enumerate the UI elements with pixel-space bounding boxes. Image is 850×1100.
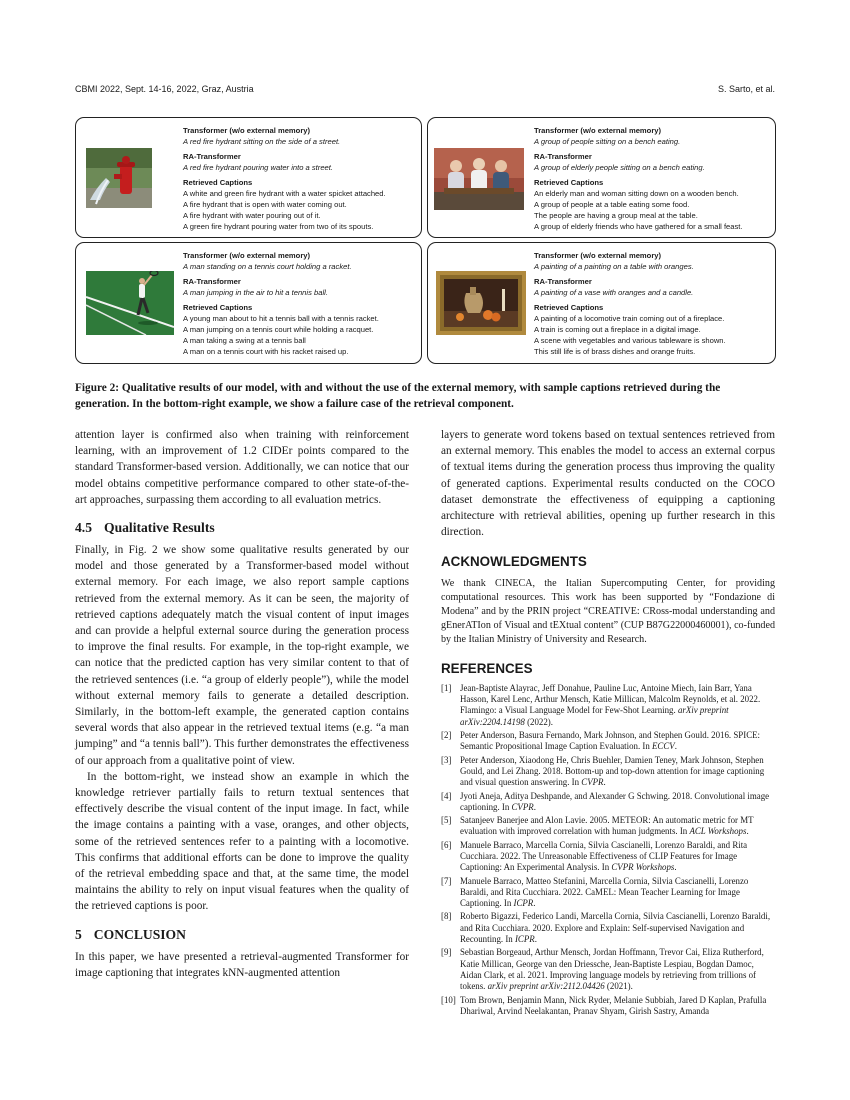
retrieved-caption: This still life is of brass dishes and orange fruits. [534, 347, 696, 356]
retrieved-caption: A white and green fire hydrant with a water spicket attached. [183, 189, 386, 198]
section-number: 5 [75, 926, 82, 942]
elderly-image [434, 148, 524, 210]
retrieved-caption: A man on a tennis court with his racket raised up. [183, 347, 349, 356]
transformer-caption: A man standing on a tennis court holding a racket. [183, 262, 352, 271]
ra-label: RA-Transformer [183, 277, 241, 286]
retrieved-caption: A train is coming out a fireplace in a digital image. [534, 325, 701, 334]
transformer-label: Transformer (w/o external memory) [183, 251, 311, 260]
transformer-caption: A red fire hydrant sitting on the side of a street. [183, 137, 341, 146]
reference-item: [6] Manuele Barraco, Marcella Cornia, Silvia Cascianelli, Lorenzo Baraldi, and Rita Cucchiara. 2022. The Unreasonable Effectiveness of CLIP Features for Image Captioning: An Experimental Analysis. In CVPR Workshops. [441, 839, 748, 873]
figure-caption: Figure 2: Qualitative results of our model, with and without the use of the external memory, with sample captions retrieved during the generation. In the bottom-right example, we show a failure case of the retrieval component. [75, 382, 721, 410]
figure-panel-painting [427, 242, 776, 364]
paragraph: Finally, in Fig. 2 we show some qualitative results generated by our model and those generated by a Transformer-based model without external memory. For each image, we also report sample captions retrieved from the external memory. As it can be seen, the majority of retrieved captions adequately match the visual content of input images and can provide a helpful external source during the generation process to improve the final results. For example, in the top-right example, we can notice that the predicted caption has very similar content to that of the retrieved sentences (i.e. “a group of elderly people”), while the model without external memory fails to generate a detailed description. Similarly, in the bottom-left example, the generated caption contains several words that also appear in the retrieved textual items (e.g. “a man jumping” and “a tennis ball”). This further demonstrates the effectiveness of our approach from a qualitative point of view. [75, 544, 409, 767]
transformer-label: Transformer (w/o external memory) [534, 251, 662, 260]
retrieved-caption: A man jumping on a tennis court while holding a racquet. [183, 325, 374, 334]
ra-label: RA-Transformer [534, 277, 592, 286]
ra-caption: A group of elderly people sitting on a bench eating. [534, 163, 705, 172]
section-title: Qualitative Results [104, 520, 215, 536]
retrieved-label: Retrieved Captions [183, 303, 253, 312]
transformer-caption: A painting of a painting on a table with oranges. [534, 262, 694, 271]
painting-captions [534, 250, 774, 357]
section-title: CONCLUSION [93, 926, 186, 942]
retrieved-caption: An elderly man and woman sitting down on a wooden bench. [534, 189, 739, 198]
header-authors: S. Sarto, et al. [717, 84, 775, 94]
painting-image [436, 271, 526, 335]
section-heading-conclusion [75, 927, 409, 943]
reference-item: [4] Jyoti Aneja, Aditya Deshpande, and Alexander G Schwing. 2018. Convolutional image captioning. In CVPR. [441, 790, 770, 812]
elderly-captions [534, 125, 774, 232]
transformer-caption: A group of people sitting on a bench eating. [534, 137, 681, 146]
reference-item: [9] Sebastian Borgeaud, Arthur Mensch, Jordan Hoffmann, Trevor Cai, Eliza Rutherford, Katie Millican, George van den Driessche, Jean-Baptiste Lespiau, Bogdan Damoc, Aidan Clark, et al. 2021. Improving language models by retrieving from trillions of tokens. arXiv preprint arXiv:2112.04426 (2021). [441, 947, 764, 992]
paragraph: In the bottom-right, we instead show an example in which the knowledge retriever partially fails to return textual sentences that effectively describe the visual content of the input image. In fact, while the image contains a painting with a vase, oranges, and other objects, some of the retrieved sentences refer to a painting with a locomotive. This confirms that additional efforts can be done to improve the quality of the retrieval embedding space and that, at the same time, the model maintains the ability to rely on input visual features when the quality of the retrieved captions is poor. [75, 770, 409, 913]
tennis-captions [183, 250, 419, 357]
reference-item: [8] Roberto Bigazzi, Federico Landi, Marcella Cornia, Silvia Cascianelli, Lorenzo Baraldi, and Rita Cucchiara. 2020. Explore and Explain: Self-supervised Navigation and Recounting. In ICPR. [441, 911, 771, 945]
figure-panel-hydrant [75, 117, 422, 238]
reference-item: [5] Satanjeev Banerjee and Alon Lavie. 2005. METEOR: An automatic metric for MT evaluation with improved correlation with human judgments. In ACL Workshops. [441, 815, 754, 837]
reference-item: [1] Jean-Baptiste Alayrac, Jeff Donahue, Pauline Luc, Antoine Miech, Iain Barr, Yana Hasson, Karel Lenc, Arthur Mensch, Katie Millican, Malcolm Reynolds, et al. 2022. Flamingo: a Visual Language Model for Few-Shot Learning. arXiv preprint arXiv:2204.14198 (2022). [441, 682, 761, 727]
right-column [441, 427, 775, 1019]
left-column [75, 427, 409, 981]
retrieved-caption: A fire hydrant that is open with water coming out. [183, 200, 347, 209]
ra-caption: A red fire hydrant pouring water into a street. [183, 163, 333, 172]
figure-panel-elderly [427, 117, 776, 238]
paragraph: layers to generate word tokens based on textual sentences retrieved from an external memory. This enables the model to access an external corpus of textual items during the generation process thus improving the quality of generated captions. Experimental results conducted on the COCO dataset demonstrate the effectiveness of equipping a captioning architecture with retrieval abilities, opening up further research in this direction. [441, 429, 775, 539]
retrieved-caption: A group of people at a table eating some food. [534, 200, 690, 209]
hydrant-captions [183, 125, 419, 232]
reference-list [441, 683, 775, 1017]
reference-item: [2] Peter Anderson, Basura Fernando, Mark Johnson, and Stephen Gould. 2016. SPICE: Semantic Propositional Image Caption Evaluation. In ECCV. [441, 730, 760, 752]
retrieved-caption: A scene with vegetables and various tableware is shown. [534, 336, 726, 345]
paragraph: attention layer is confirmed also when training with reinforcement learning, with an improvement of 1.2 CIDEr points compared to the standard Transformer-based version. Additionally, we can notice that our model obtains competitive performance compared to other state-of-the-art approaches, surpassing them according to all evaluation metrics. [75, 429, 409, 506]
paragraph: In this paper, we have presented a retrieval-augmented Transformer for image captioning that integrates kNN-augmented attention [75, 950, 409, 979]
retrieved-caption: A young man about to hit a tennis ball with a tennis racket. [183, 314, 379, 323]
retrieved-label: Retrieved Captions [534, 303, 604, 312]
retrieved-caption: A painting of a locomotive train coming out of a fireplace. [534, 314, 725, 323]
retrieved-caption: A fire hydrant with water pouring out of it. [183, 211, 321, 220]
section-number: 4.5 [75, 520, 92, 536]
retrieved-label: Retrieved Captions [534, 178, 604, 187]
figure-panel-tennis [75, 242, 422, 364]
ra-caption: A painting of a vase with oranges and a candle. [534, 288, 694, 297]
transformer-label: Transformer (w/o external memory) [183, 126, 311, 135]
retrieved-caption: A group of elderly friends who have gathered for a small feast. [534, 222, 743, 231]
reference-item: [3] Peter Anderson, Xiaodong He, Chris Buehler, Damien Teney, Mark Johnson, Stephen Gould, and Lei Zhang. 2018. Bottom-up and top-down attention for image captioning and visual question answering. In CVPR. [441, 754, 765, 788]
references-heading: REFERENCES [441, 660, 533, 676]
header-venue: CBMI 2022, Sept. 14-16, 2022, Graz, Austria [75, 84, 254, 94]
ra-caption: A man jumping in the air to hit a tennis ball. [183, 288, 328, 297]
running-header [75, 84, 775, 98]
retrieved-caption: A man taking a swing at a tennis ball [183, 336, 306, 345]
section-heading-qualitative [75, 520, 409, 536]
ra-label: RA-Transformer [183, 152, 241, 161]
retrieved-caption: The people are having a group meal at the table. [534, 211, 698, 220]
acknowledgments-text: We thank CINECA, the Italian Supercomputing Center, for providing computational resources. This work has been supported by “Fondazione di Modena” and by the PRIN project “CREATIVE: CRoss-modal understanding and gEnerATIon of Visual and tEXtual content” (CUP B87G22000460001), co-funded by the Italian Ministry of University and Research. [441, 577, 775, 645]
ra-label: RA-Transformer [534, 152, 592, 161]
retrieved-caption: A green fire hydrant pouring water from two of its spouts. [183, 222, 374, 231]
reference-item: [10] Tom Brown, Benjamin Mann, Nick Ryder, Melanie Subbiah, Jared D Kaplan, Prafulla Dhariwal, Arvind Neelakantan, Pranav Shyam, Girish Sastry, Amanda [441, 994, 767, 1016]
acknowledgments-heading: ACKNOWLEDGMENTS [441, 554, 587, 570]
tennis-image [86, 271, 174, 335]
transformer-label: Transformer (w/o external memory) [534, 126, 662, 135]
hydrant-image [86, 148, 152, 208]
reference-item: [7] Manuele Barraco, Matteo Stefanini, Marcella Cornia, Silvia Cascianelli, Lorenzo Baraldi, and Rita Cucchiara. 2022. CaMEL: Mean Teacher Learning for Image Captioning. In ICPR. [441, 875, 749, 909]
retrieved-label: Retrieved Captions [183, 178, 253, 187]
